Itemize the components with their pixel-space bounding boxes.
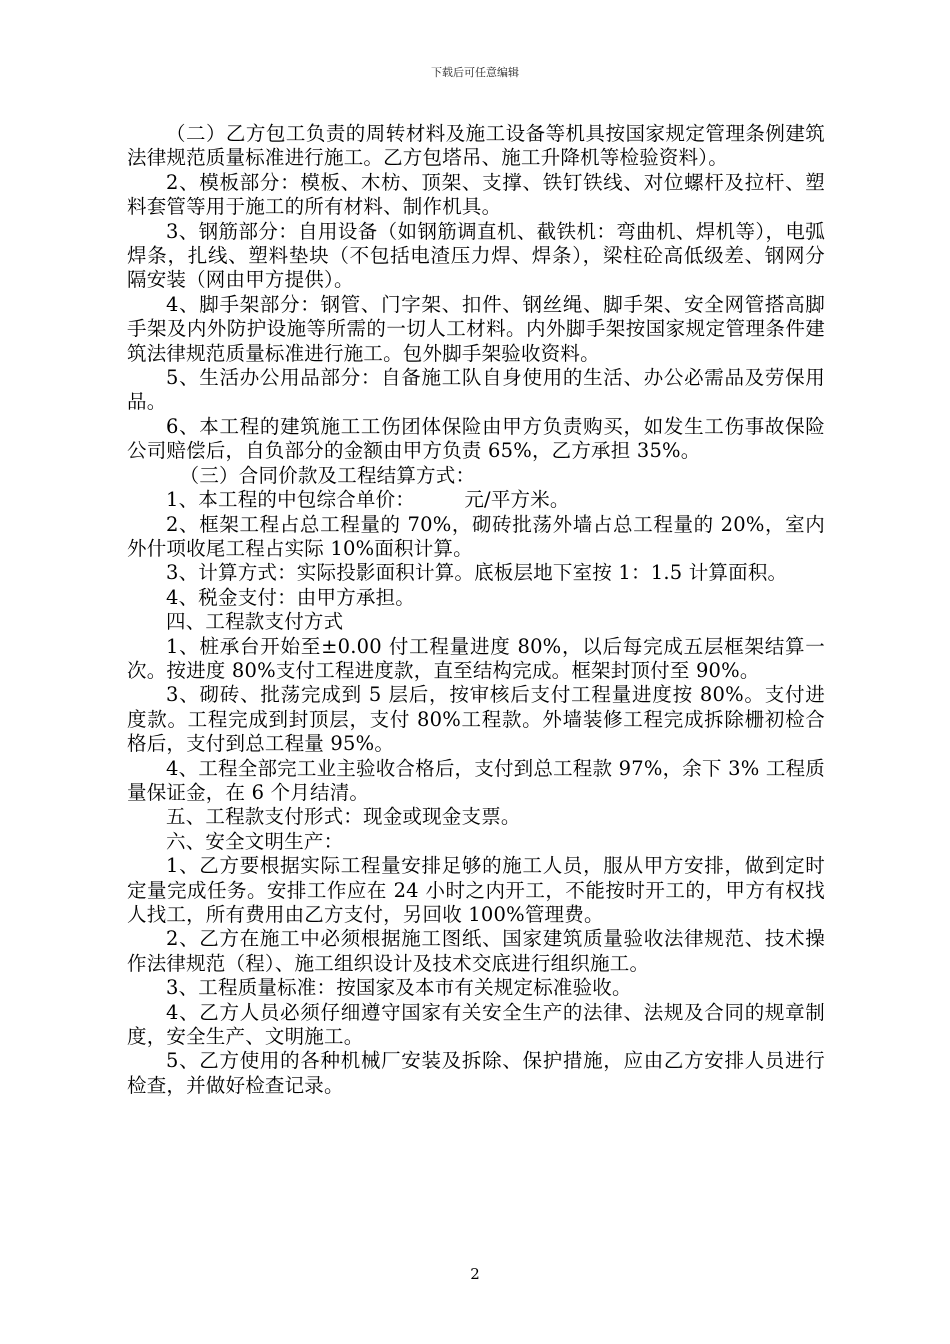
paragraph: 4、税金支付：由甲方承担。 xyxy=(166,585,416,609)
paragraph: 1、桩承台开始至±0.00 付工程量进度 80%，以后每完成五层框架结算一次。按进度 80%支付工程进度款，直至结构完成。框架封顶付至 90%。 xyxy=(127,634,825,682)
paragraph: 六、安全文明生产： xyxy=(166,829,344,853)
paragraph: 2、模板部分：模板、木枋、顶架、支撑、铁钉铁线、对位螺杆及拉杆、塑料套管等用于施工的所有材料、制作机具。 xyxy=(127,170,825,219)
paragraph: 5、生活办公用品部分：自备施工队自身使用的生活、办公必需品及劳保用品。 xyxy=(127,366,825,414)
paragraph: （二）乙方包工负责的周转材料及施工设备等机具按国家规定管理条例建筑法律规范质量标准进行施工。乙方包塔吊、施工升降机等检验资料）。 xyxy=(127,122,825,170)
page-number: 2 xyxy=(470,1265,480,1283)
document-body xyxy=(127,122,825,1098)
paragraph: 1、乙方要根据实际工程量安排足够的施工人员，服从甲方安排，做到定时定量完成任务。安排工作应在 24 小时之内开工，不能按时开工的，甲方有权找人找工，所有费用由乙方支付，另回收 100%管理费。 xyxy=(127,854,825,926)
paragraph: 1、本工程的中包综合单价： 元/平方米。 xyxy=(166,488,570,512)
paragraph: 6、本工程的建筑施工工伤团体保险由甲方负责购买，如发生工伤事故保险公司赔偿后，自负部分的金额由甲方负责 65%，乙方承担 35%。 xyxy=(127,414,825,463)
paragraph: 4、脚手架部分：钢管、门字架、扣件、钢丝绳、脚手架、安全网管搭高脚手架及内外防护设施等所需的一切人工材料。内外脚手架按国家规定管理条件建筑法律规范质量标准进行施工。包外脚手架验收资料。 xyxy=(127,292,825,365)
paragraph: 4、乙方人员必须仔细遵守国家有关安全生产的法律、法规及合同的规章制度，安全生产、文明施工。 xyxy=(127,1000,825,1049)
paragraph: 5、乙方使用的各种机械厂安装及拆除、保护措施，应由乙方安排人员进行检查，并做好检查记录。 xyxy=(127,1049,825,1097)
section-heading: （三）合同价款及工程结算方式： xyxy=(179,463,476,487)
paragraph: 四、工程款支付方式 xyxy=(166,610,344,634)
paragraph: 3、计算方式：实际投影面积计算。底板层地下室按 1：1.5 计算面积。 xyxy=(166,561,788,585)
paragraph: 2、乙方在施工中必须根据施工图纸、国家建筑质量验收法律规范、技术操作法律规范（程）、施工组织设计及技术交底进行组织施工。 xyxy=(127,927,825,975)
paragraph: 4、工程全部完工业主验收合格后，支付到总工程款 97%，余下 3% 工程质量保证金，在 6 个月结清。 xyxy=(127,756,825,804)
paragraph: 2、框架工程占总工程量的 70%，砌砖批荡外墙占总工程量的 20%，室内外什项收尾工程占实际 10%面积计算。 xyxy=(127,512,825,560)
paragraph: 3、工程质量标准：按国家及本市有关规定标准验收。 xyxy=(166,976,632,1000)
paragraph: 3、砌砖、批荡完成到 5 层后，按审核后支付工程量进度按 80%。支付进度款。工程完成到封顶层，支付 80%工程款。外墙装修工程完成拆除栅初检合格后，支付到总工程量 95%。 xyxy=(127,683,825,756)
paragraph: 五、工程款支付形式：现金或现金支票。 xyxy=(166,805,521,829)
page-header: 下载后可任意编辑 xyxy=(431,66,519,79)
paragraph: 3、钢筋部分：自用设备（如钢筋调直机、截铁机：弯曲机、焊机等），电弧焊条，扎线、塑料垫块（不包括电渣压力焊、焊条），梁柱砼高低级差、钢网分隔安装（网由甲方提供）。 xyxy=(127,219,825,292)
